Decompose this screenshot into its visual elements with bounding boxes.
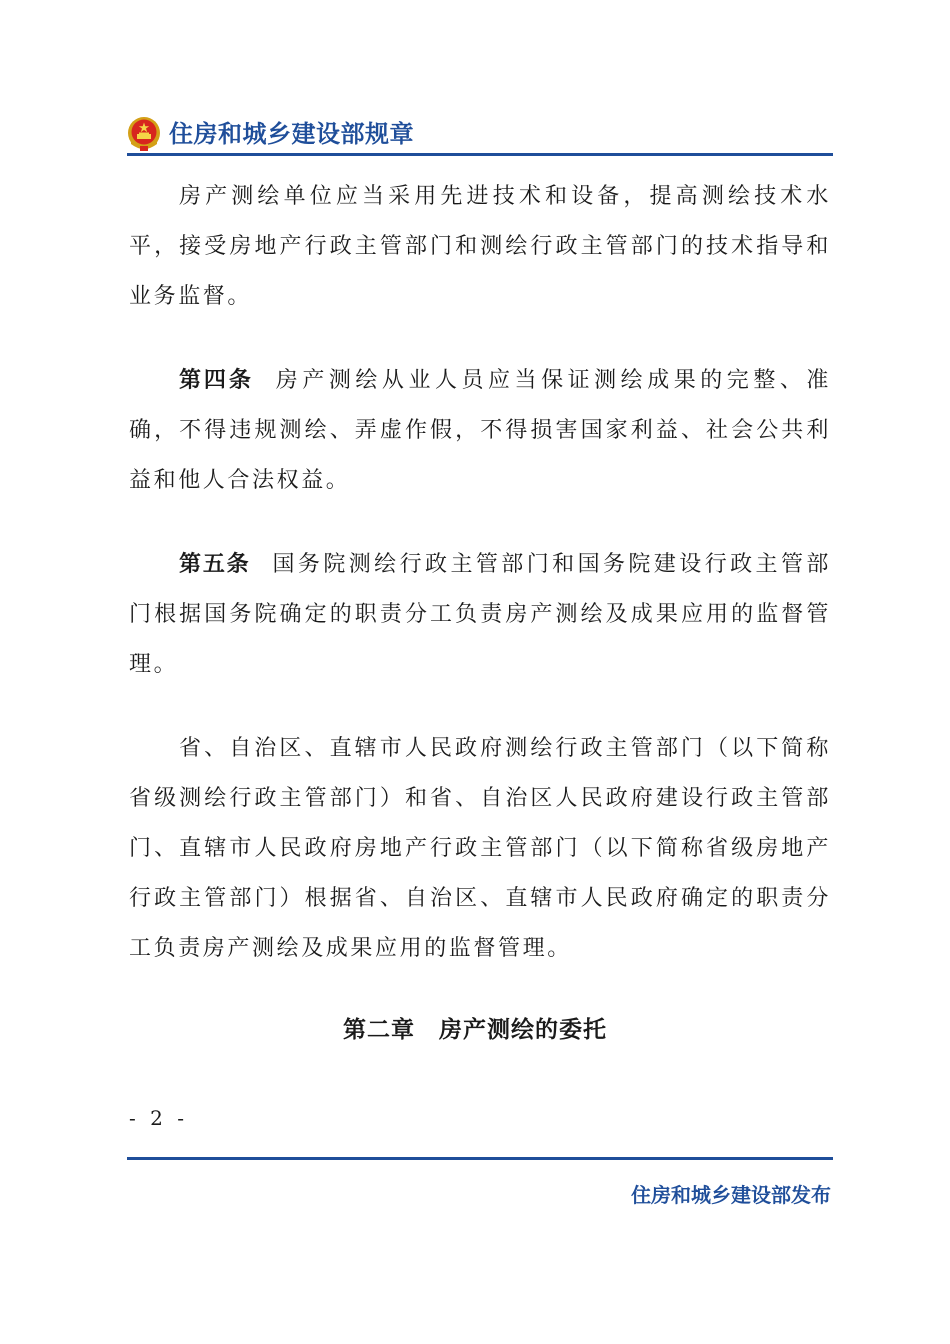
header-title: 住房和城乡建设部规章 (169, 120, 414, 148)
paragraph-text: 房产测绘单位应当采用先进技术和设备，提高测绘技术水平，接受房地产行政主管部门和测绘行政主管部门的技术指导和业务监督。 (129, 184, 831, 309)
paragraph-text: 房产测绘从业人员应当保证测绘成果的完整、准确，不得违规测绘、弄虚作假，不得损害国家利益、社会公共利益和他人合法权益。 (129, 368, 831, 493)
paragraph-text: 国务院测绘行政主管部门和国务院建设行政主管部门根据国务院确定的职责分工负责房产测绘及成果应用的监督管理。 (129, 552, 831, 677)
page-number: - 2 - (129, 1106, 188, 1130)
article-number: 第四条 (179, 368, 254, 393)
national-emblem-icon (127, 116, 161, 152)
paragraph (129, 724, 831, 974)
footer-publisher: 住房和城乡建设部发布 (631, 1183, 831, 1207)
chapter-heading (0, 1010, 950, 1050)
article-paragraph (129, 356, 831, 506)
document-header (127, 114, 833, 154)
header-divider (127, 153, 833, 156)
footer-divider (127, 1157, 833, 1160)
chapter-number: 第二章 (343, 1017, 415, 1043)
document-body (129, 172, 831, 1008)
chapter-title: 房产测绘的委托 (439, 1017, 607, 1043)
article-paragraph (129, 540, 831, 690)
paragraph (129, 172, 831, 322)
article-number: 第五条 (179, 552, 251, 577)
paragraph-text: 省、自治区、直辖市人民政府测绘行政主管部门（以下简称省级测绘行政主管部门）和省、自治区人民政府建设行政主管部门、直辖市人民政府房地产行政主管部门（以下简称省级房地产行政主管部门）根据省、自治区、直辖市人民政府确定的职责分工负责房产测绘及成果应用的监督管理。 (129, 736, 831, 961)
